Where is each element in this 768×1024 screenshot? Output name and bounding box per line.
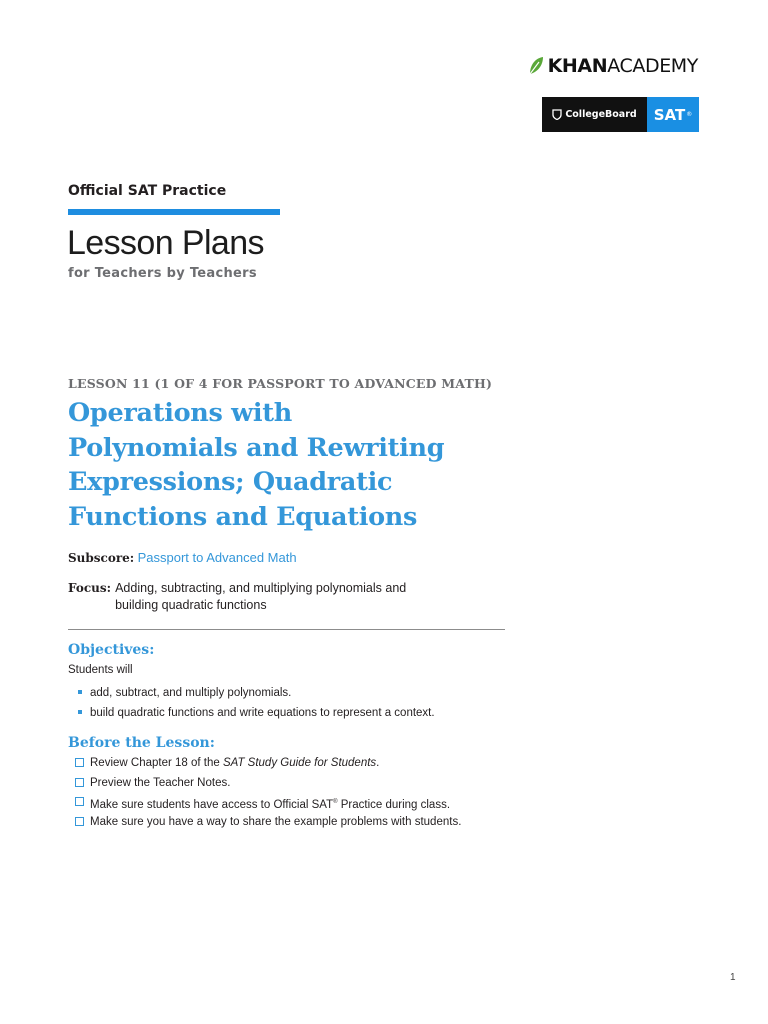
focus-line: Adding, subtracting, and multiplying polynomials and <box>115 581 407 595</box>
section-divider <box>68 629 505 630</box>
checklist-item: Review Chapter 18 of the SAT Study Guide for Students. <box>75 756 461 776</box>
bullet-square-icon <box>78 690 82 694</box>
leaf-icon <box>528 56 544 76</box>
brand-underline <box>68 209 280 215</box>
bullet-square-icon <box>78 710 82 714</box>
subscore-label: Subscore: <box>68 551 135 565</box>
khan-academy-logo <box>528 54 698 78</box>
focus-line: building quadratic functions <box>115 598 267 612</box>
sat-label: SAT <box>653 105 686 124</box>
page-subtitle: for Teachers by Teachers <box>68 266 257 281</box>
checkbox-icon <box>75 817 84 826</box>
before-lesson-checklist <box>75 756 461 834</box>
lesson-title-line: Polynomials and Rewriting <box>68 432 445 463</box>
lesson-title <box>68 396 528 534</box>
subscore-row <box>68 550 297 565</box>
lesson-title-line: Functions and Equations <box>68 501 418 532</box>
khan-logo-bold: KHAN <box>547 55 608 77</box>
lesson-number: LESSON 11 (1 OF 4 FOR PASSPORT TO ADVANCED MATH) <box>68 376 493 391</box>
checklist-item: Make sure students have access to Official SAT® Practice during class. <box>75 795 461 815</box>
lesson-title-line: Expressions; Quadratic <box>68 467 393 497</box>
checkbox-icon <box>75 758 84 767</box>
collegeboard-sat-logo <box>542 97 699 132</box>
collegeboard-label: CollegeBoard <box>565 109 637 120</box>
focus-value <box>115 580 406 614</box>
page-title: Lesson Plans <box>67 224 264 262</box>
focus-row <box>68 580 406 614</box>
objectives-list <box>78 686 435 726</box>
checkbox-icon <box>75 778 84 787</box>
subscore-value: Passport to Advanced Math <box>137 550 297 565</box>
lesson-title-line: Operations with <box>68 398 292 428</box>
checkbox-icon <box>75 797 84 806</box>
list-item: add, subtract, and multiply polynomials. <box>78 686 435 706</box>
khan-logo-rest: ACADEMY <box>607 55 698 77</box>
objectives-lead: Students will <box>68 664 133 676</box>
focus-label: Focus: <box>68 581 112 595</box>
list-item: build quadratic functions and write equations to represent a context. <box>78 706 435 726</box>
checklist-item: Make sure you have a way to share the example problems with students. <box>75 815 461 835</box>
before-lesson-heading: Before the Lesson: <box>68 735 215 751</box>
objectives-heading: Objectives: <box>68 642 155 658</box>
acorn-seal-icon <box>552 109 562 120</box>
checklist-item: Preview the Teacher Notes. <box>75 776 461 796</box>
sat-registered-mark: ® <box>686 111 693 118</box>
page-number: 1 <box>730 972 736 983</box>
brand-heading: Official SAT Practice <box>68 183 227 199</box>
